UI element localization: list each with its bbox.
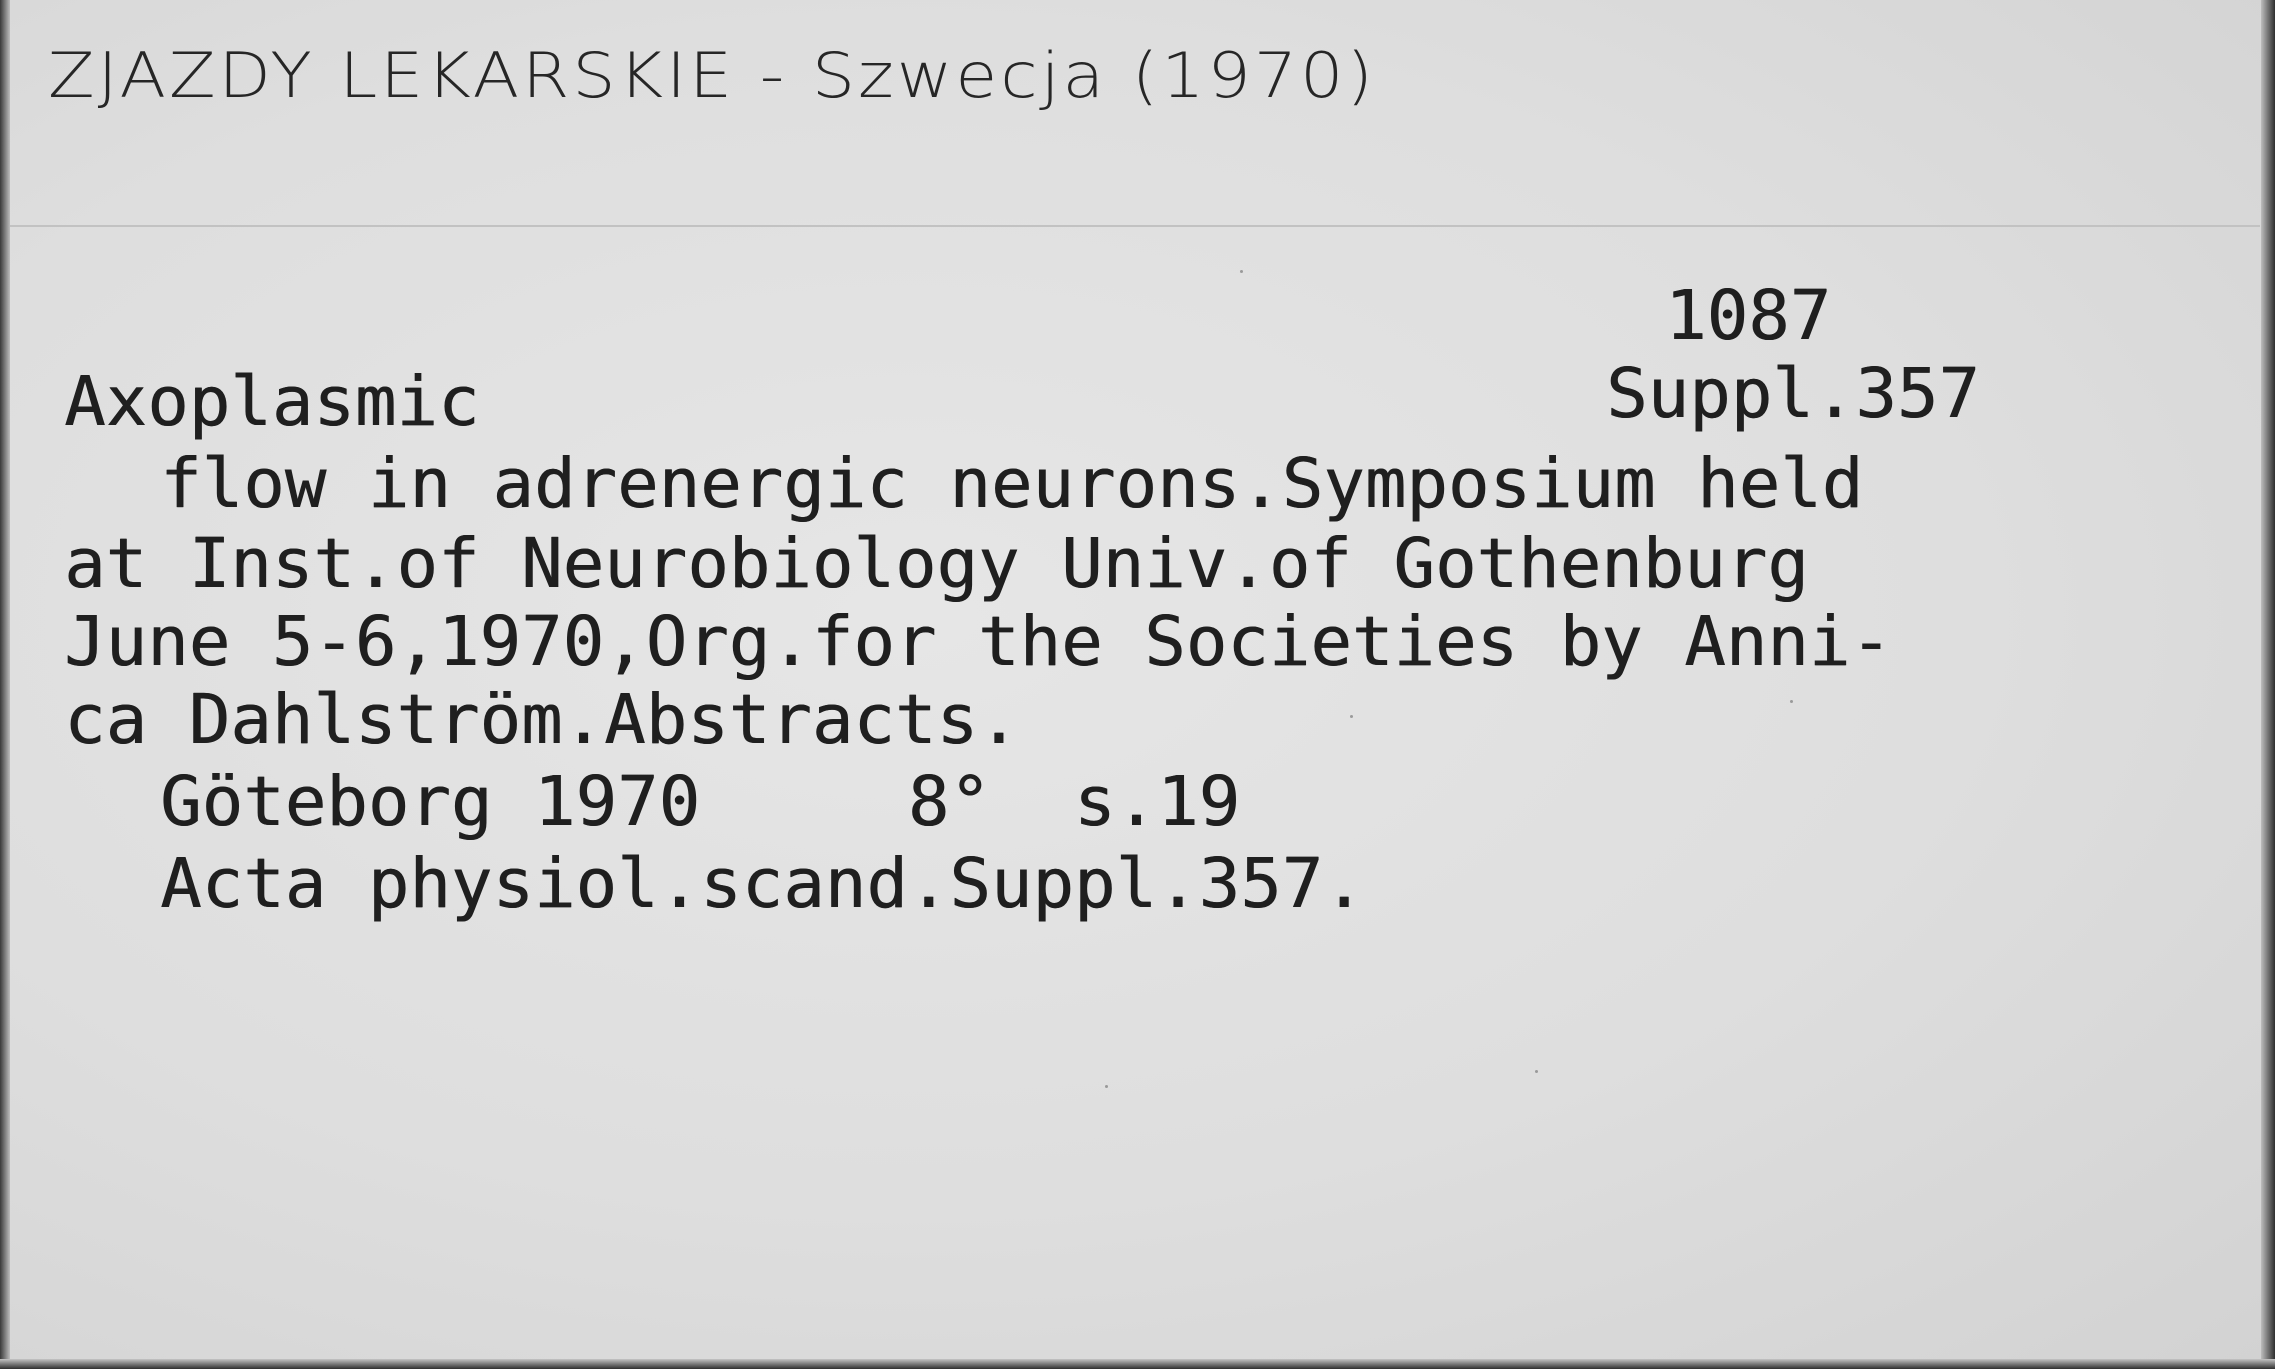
paper-speck — [1535, 1070, 1538, 1073]
call-number: 1087 — [1665, 276, 1832, 356]
description-line: at Inst.of Neurobiology Univ.of Gothenburg — [64, 524, 1809, 604]
shelf-mark: Suppl.357 — [1606, 354, 1980, 434]
paper-speck — [1105, 1085, 1108, 1088]
card-right-edge — [2261, 0, 2275, 1369]
description-line: June 5-6,1970,Org.for the Societies by Anni- — [64, 602, 1892, 682]
description-line: ca Dahlström.Abstracts. — [64, 680, 1020, 760]
paper-speck — [1350, 715, 1353, 718]
card-left-edge — [0, 0, 10, 1369]
title-line: Axoplasmic — [64, 362, 480, 442]
paper-speck — [1240, 270, 1243, 273]
paper-speck — [1790, 700, 1793, 703]
imprint-line: Göteborg 1970 8° s.19 — [160, 762, 1241, 842]
card-bottom-edge — [0, 1359, 2275, 1369]
description-line: flow in adrenergic neurons.Symposium held — [160, 444, 1864, 524]
subject-heading: ZJAZDY LEKARSKIE - Szwecja (1970) — [48, 40, 1376, 113]
header-rule — [10, 225, 2260, 227]
series-line: Acta physiol.scand.Suppl.357. — [160, 844, 1365, 924]
